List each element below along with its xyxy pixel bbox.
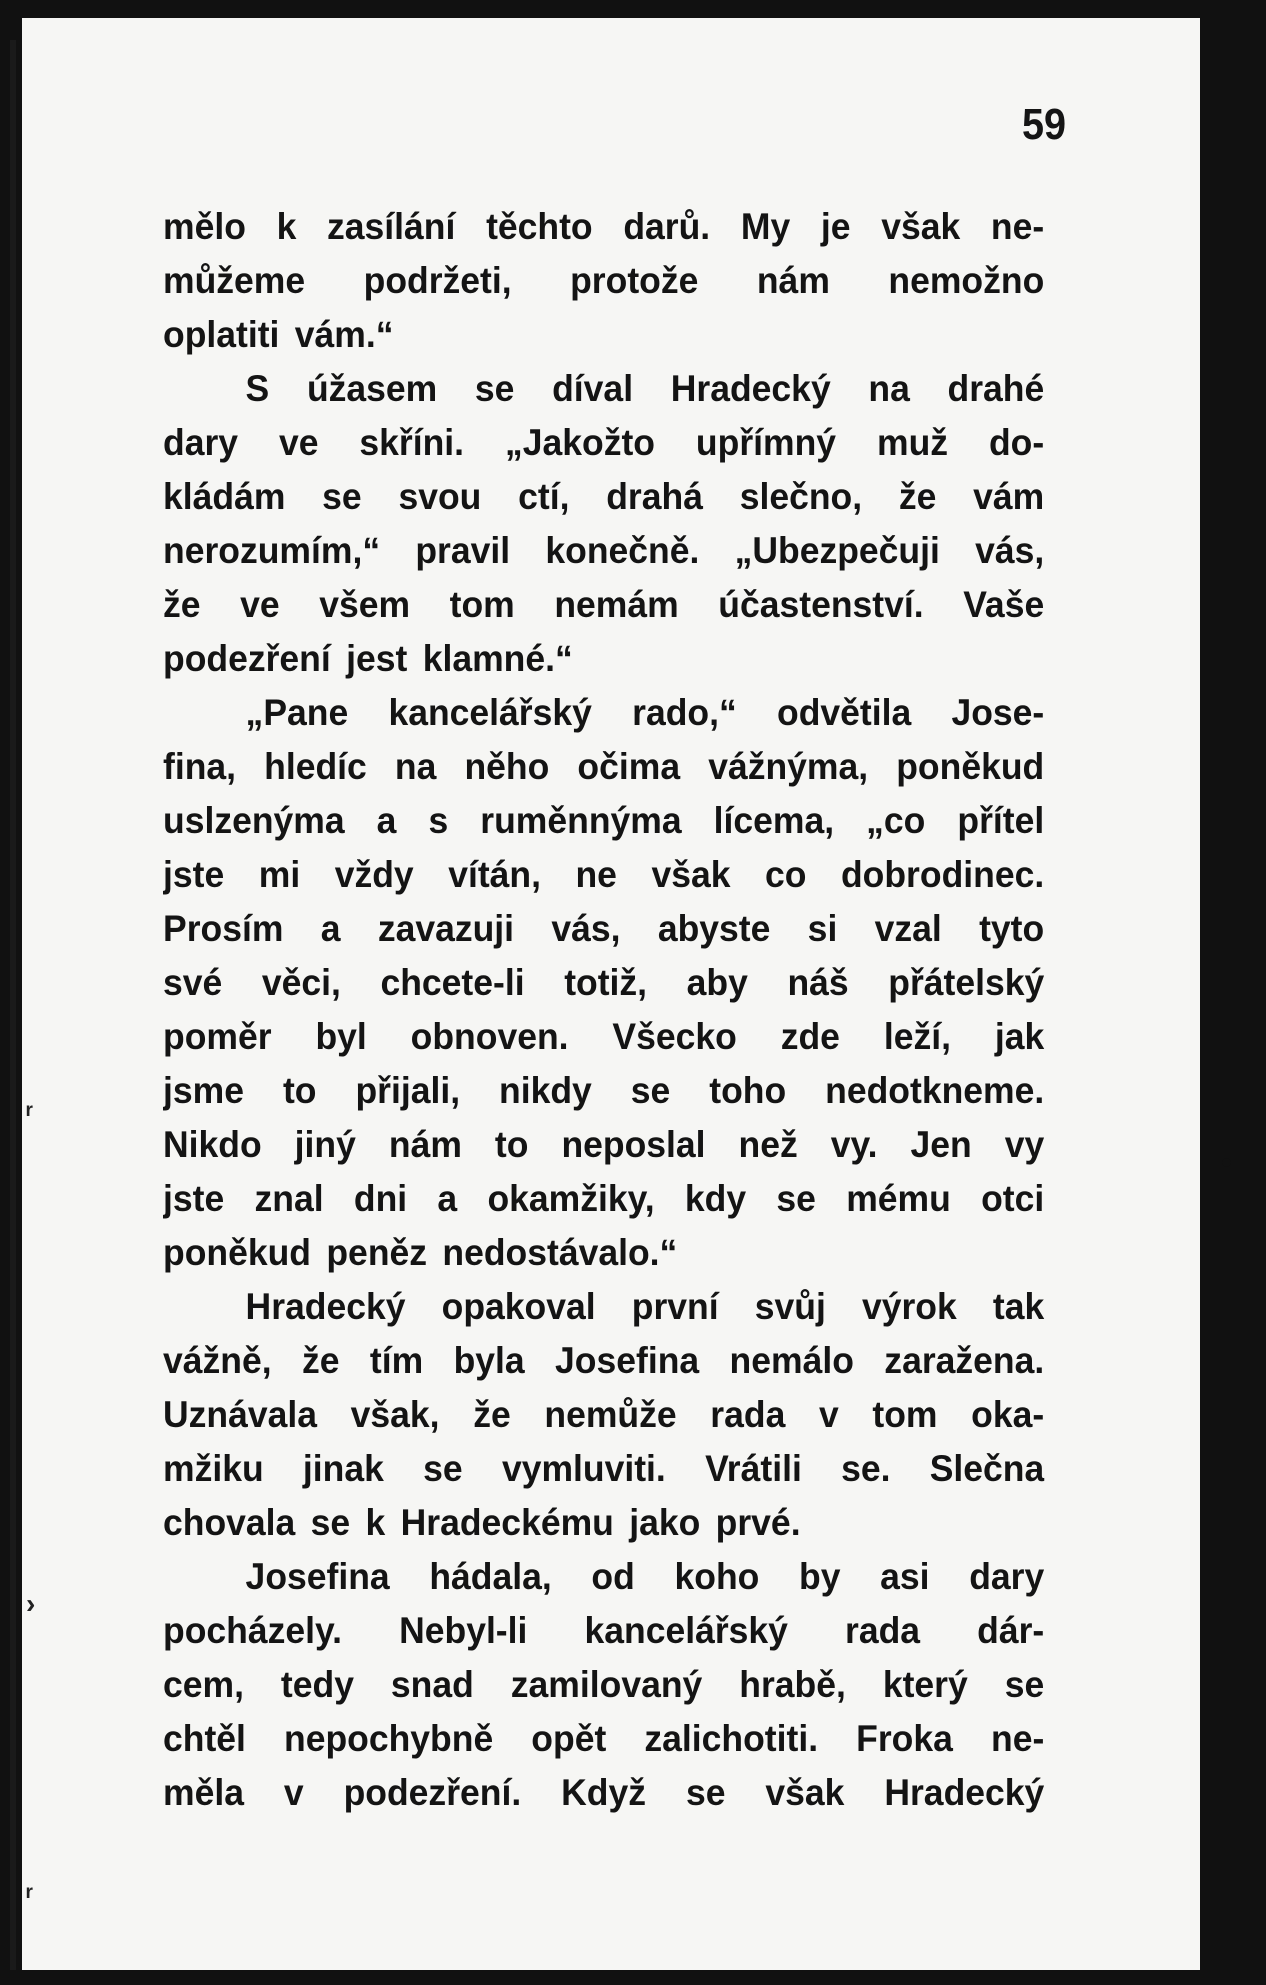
text-line: poněkud peněz nedostávalo.“ xyxy=(163,1232,678,1273)
text-line: Uznávala však, že nemůže rada v tom oka- xyxy=(163,1394,1045,1435)
text-line: Prosím a zavazuji vás, abyste si vzal tyto xyxy=(163,908,1045,949)
text-line: měla v podezření. Když se však Hradecký xyxy=(163,1772,1045,1813)
text-line: jste znal dni a okamžiky, kdy se mému otci xyxy=(163,1178,1045,1219)
margin-mark: ʳ xyxy=(26,1098,34,1129)
text-line: že ve všem tom nemám účastenství. Vaše xyxy=(163,584,1045,625)
text-line: uslzenýma a s ruměnnýma lícema, „co přítel xyxy=(163,800,1045,841)
text-line: „Pane kancelářský rado,“ odvětila Jose- xyxy=(245,692,1045,733)
text-line: Nikdo jiný nám to neposlal než vy. Jen vy xyxy=(163,1124,1045,1165)
text-line: poměr byl obnoven. Všecko zde leží, jak xyxy=(163,1016,1045,1057)
text-line: jsme to přijali, nikdy se toho nedotkneme. xyxy=(163,1070,1045,1111)
text-line: S úžasem se díval Hradecký na drahé xyxy=(245,368,1045,409)
text-line: mělo k zasílání těchto darů. My je však ne- xyxy=(163,206,1045,247)
text-line: chovala se k Hradeckému jako prvé. xyxy=(163,1502,801,1543)
text-line: pocházely. Nebyl-li kancelářský rada dár- xyxy=(163,1610,1045,1651)
text-line: oplatiti vám.“ xyxy=(163,314,394,355)
text-line: dary ve skříni. „Jakožto upřímný muž do- xyxy=(163,422,1045,463)
text-line: podezření jest klamné.“ xyxy=(163,638,573,679)
margin-mark: › xyxy=(26,1588,36,1619)
text-line: můžeme podržeti, protože nám nemožno xyxy=(163,260,1045,301)
text-line: Hradecký opakoval první svůj výrok tak xyxy=(245,1286,1045,1327)
speck xyxy=(1222,1158,1231,1167)
text-line: cem, tedy snad zamilovaný hrabě, který se xyxy=(163,1664,1045,1705)
text-line: vážně, že tím byla Josefina nemálo zaražena. xyxy=(163,1340,1045,1381)
text-line: Josefina hádala, od koho by asi dary xyxy=(245,1556,1045,1597)
text-line: kládám se svou ctí, drahá slečno, že vám xyxy=(163,476,1045,517)
text-line: mžiku jinak se vymluviti. Vrátili se. Slečna xyxy=(163,1448,1045,1489)
text-line: nerozumím,“ pravil konečně. „Ubezpečuji vás, xyxy=(163,530,1045,571)
body-text xyxy=(163,200,1081,1820)
page-number: 59 xyxy=(1022,100,1067,149)
binding-edge xyxy=(10,40,16,1970)
text-line: chtěl nepochybně opět zalichotiti. Froka ne- xyxy=(163,1718,1045,1759)
text-line: své věci, chcete-li totiž, aby náš přátelský xyxy=(163,962,1045,1003)
text-line: jste mi vždy vítán, ne však co dobrodinec. xyxy=(163,854,1045,895)
margin-mark: ʳ xyxy=(26,1880,34,1911)
text-line: fina, hledíc na něho očima vážnýma, poněkud xyxy=(163,746,1045,787)
